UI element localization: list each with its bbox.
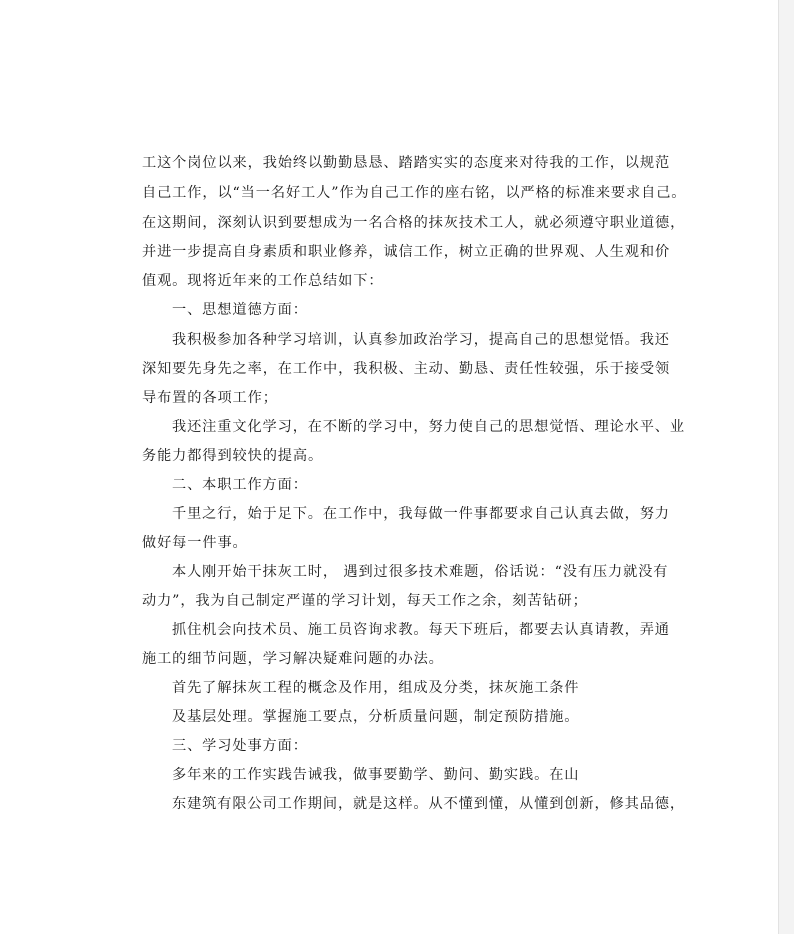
text-line: 我还注重文化学习，在不断的学习中，努力使自己的思想觉悟、理论水平、业 [172,419,685,435]
text-line: 千里之行，始于足下。在工作中，我每做一件事都要求自己认真去做，努力 [172,506,670,522]
text-line: 本人刚开始干抹灰工时， 遇到过很多技术难题，俗话说：“没有压力就没有 [172,564,669,580]
section-heading: 三、学习处事方面： [172,738,308,754]
viewer-scroll-gutter [778,0,794,934]
text-line: 并进一步提高自身素质和职业修养，诚信工作，树立正确的世界观、人生观和价 [142,244,671,260]
text-line: 我积极参加各种学习培训，认真参加政治学习，提高自己的思想觉悟。我还 [172,332,670,348]
text-line: 做好每一件事。 [142,535,248,551]
text-line: 导布置的各项工作； [142,390,278,406]
text-line: 务能力都得到较快的提高。 [142,448,324,464]
text-line: 动力”，我为自己制定严谨的学习计划，每天工作之余，刻苦钻研； [142,593,588,609]
text-line: 多年来的工作实践告诫我，做事要勤学、勤问、勤实践。在山 [172,767,580,783]
text-line: 深知要先身先之率，在工作中，我积极、主动、勤恳、责任性较强，乐于接受领 [142,361,671,377]
text-line: 东建筑有限公司工作期间，就是这样。从不懂到懂，从懂到创新，修其品德， [172,796,685,812]
text-line: 首先了解抹灰工程的概念及作用，组成及分类，抹灰施工条件 [172,680,580,696]
text-line: 工这个岗位以来，我始终以勤勤恳恳、踏踏实实的态度来对待我的工作，以规范 [142,155,671,171]
text-line: 施工的细节问题，学习解决疑难问题的办法。 [142,651,444,667]
text-line: 抓住机会向技术员、施工员咨询求教。每天下班后，都要去认真请教，弄通 [172,622,670,638]
text-line: 及基层处理。掌握施工要点，分析质量问题，制定预防措施。 [172,709,580,725]
section-heading: 一、思想道德方面： [172,302,308,318]
text-line: 值观。现将近年来的工作总结如下： [142,273,384,289]
text-line: 在这期间，深刻认识到要想成为一名合格的抹灰技术工人，就必须遵守职业道德， [142,215,686,231]
section-heading: 二、本职工作方面： [172,477,308,493]
text-line: 自己工作，以“当一名好工人”作为自己工作的座右铭，以严格的标准来要求自己。 [142,185,687,201]
